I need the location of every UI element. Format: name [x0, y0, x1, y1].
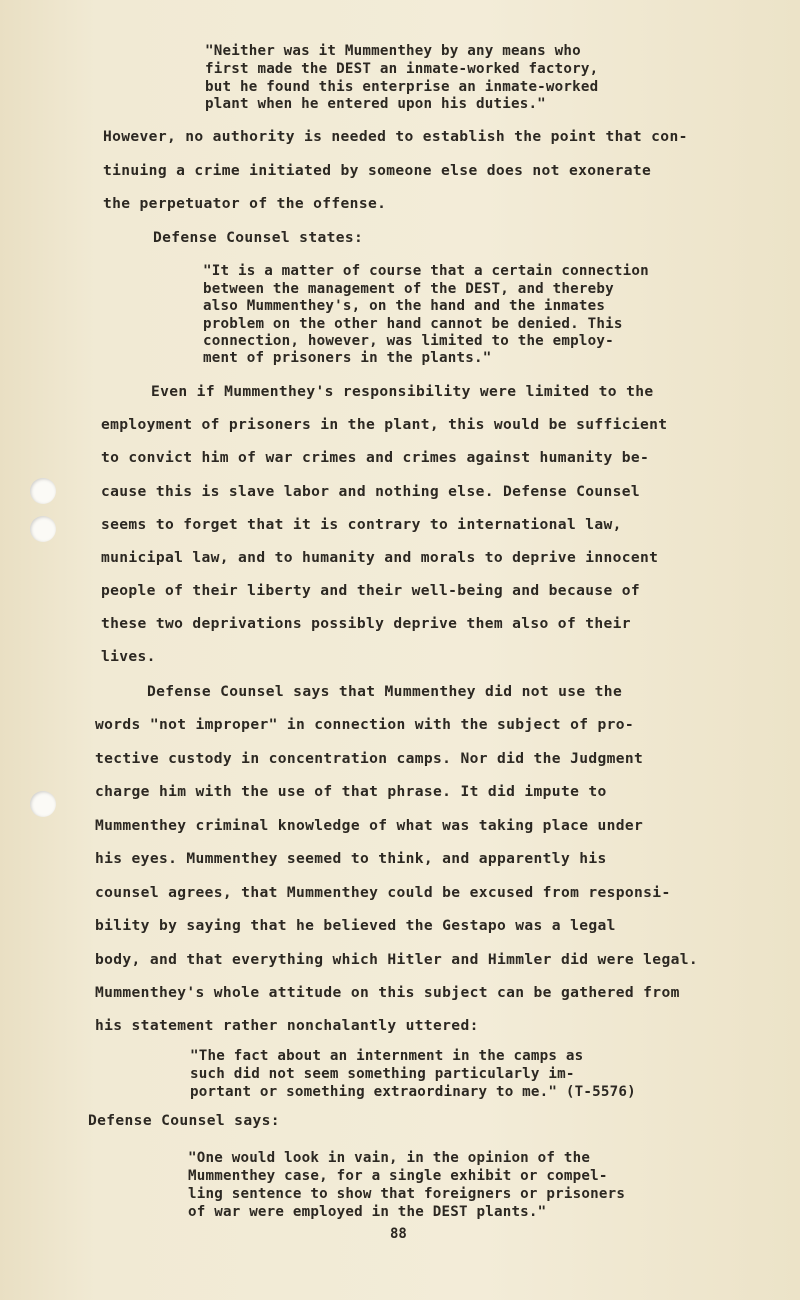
body-line: these two deprivations possibly deprive them also of their	[101, 615, 631, 632]
quote-line: connection, however, was limited to the employ-	[203, 333, 614, 349]
quote-line: "Neither was it Mummenthey by any means who	[205, 43, 581, 59]
punch-hole	[30, 478, 56, 504]
body-line: However, no authority is needed to establish the point that con-	[103, 128, 688, 145]
body-line: to convict him of war crimes and crimes against humanity be-	[101, 449, 650, 466]
body-line: counsel agrees, that Mummenthey could be excused from responsi-	[95, 884, 671, 901]
body-line: tinuing a crime initiated by someone else does not exonerate	[103, 162, 652, 179]
quote-line: ment of prisoners in the plants."	[203, 350, 492, 366]
quote-line: of war were employed in the DEST plants."	[188, 1204, 547, 1220]
quote-line: first made the DEST an inmate-worked factory,	[205, 61, 599, 77]
quote-line: portant or something extraordinary to me." (T-5576)	[190, 1084, 636, 1100]
body-line: municipal law, and to humanity and morals to deprive innocent	[101, 549, 659, 566]
quote-line: ling sentence to show that foreigners or prisoners	[188, 1186, 626, 1202]
body-line: Mummenthey's whole attitude on this subject can be gathered from	[95, 984, 680, 1001]
body-line: employment of prisoners in the plant, this would be sufficient	[101, 416, 668, 433]
quote-line: "The fact about an internment in the camps as	[190, 1048, 584, 1064]
quote-line: "One would look in vain, in the opinion of the	[188, 1150, 591, 1166]
body-line: charge him with the use of that phrase. It did impute to	[95, 783, 607, 800]
body-line: body, and that everything which Hitler and Himmler did were legal.	[95, 951, 698, 968]
body-line: Mummenthey criminal knowledge of what was taking place under	[95, 817, 644, 834]
punch-hole	[30, 791, 56, 817]
punch-hole	[30, 516, 56, 542]
body-line: Defense Counsel says that Mummenthey did not use the	[147, 683, 623, 700]
body-line: lives.	[101, 648, 156, 665]
body-line: bility by saying that he believed the Gestapo was a legal	[95, 917, 616, 934]
body-line: his eyes. Mummenthey seemed to think, and apparently his	[95, 850, 607, 867]
page-number: 88	[390, 1226, 407, 1242]
body-line: Even if Mummenthey's responsibility were limited to the	[151, 383, 654, 400]
quote-line: also Mummenthey's, on the hand and the inmates	[203, 298, 606, 314]
quote-line: "It is a matter of course that a certain connection	[203, 263, 649, 279]
quote-line: between the management of the DEST, and thereby	[203, 281, 614, 297]
quote-line: problem on the other hand cannot be denied. This	[203, 316, 623, 332]
quote-line: plant when he entered upon his duties."	[205, 96, 546, 112]
quote-line: Mummenthey case, for a single exhibit or compel-	[188, 1168, 608, 1184]
defense-says-heading: Defense Counsel says:	[88, 1112, 280, 1129]
defense-states-heading: Defense Counsel states:	[153, 229, 364, 246]
body-line: tective custody in concentration camps. Nor did the Judgment	[95, 750, 644, 767]
body-line: people of their liberty and their well-being and because of	[101, 582, 641, 599]
body-line: cause this is slave labor and nothing else. Defense Counsel	[101, 483, 641, 500]
quote-line: but he found this enterprise an inmate-worked	[205, 79, 599, 95]
body-line: his statement rather nonchalantly uttered:	[95, 1017, 479, 1034]
body-line: the perpetuator of the offense.	[103, 195, 387, 212]
body-line: seems to forget that it is contrary to international law,	[101, 516, 622, 533]
quote-line: such did not seem something particularly im-	[190, 1066, 575, 1082]
body-line: words "not improper" in connection with the subject of pro-	[95, 716, 635, 733]
